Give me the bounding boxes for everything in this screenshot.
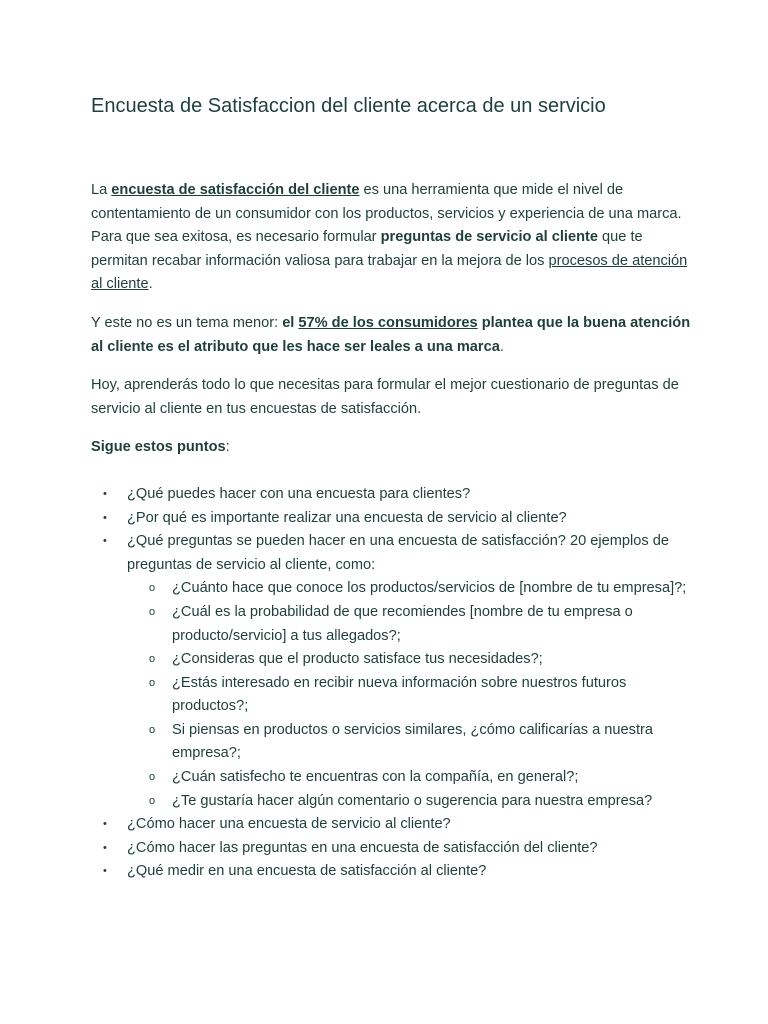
list-item <box>91 507 691 531</box>
points-heading <box>91 436 691 460</box>
intro-text-3: que te permitan recabar información valiosa para trabajar en la mejora de los <box>91 229 643 269</box>
list-item-text: ¿Por qué es importante realizar una encuesta de servicio al cliente? <box>127 509 567 526</box>
bullet-dot: • <box>103 865 107 878</box>
sub-list-item-text: ¿Cuál es la probabilidad de que recomiendes [nombre de tu empresa o producto/servicio] a tus allegados?; <box>172 603 633 644</box>
sub-list-item-text: ¿Cuánto hace que conoce los productos/servicios de [nombre de tu empresa]?; <box>172 580 687 597</box>
list-item-text: ¿Cómo hacer las preguntas en una encuesta de satisfacción del cliente? <box>127 839 598 856</box>
points-heading-colon: : <box>225 439 230 456</box>
sub-list-item <box>127 601 691 648</box>
intro-bold-preguntas: preguntas de servicio al cliente <box>380 229 598 246</box>
sub-list-item-text: ¿Estás interesado en recibir nueva información sobre nuestros futuros productos?; <box>172 674 627 715</box>
list-item-text: ¿Qué puedes hacer con una encuesta para clientes? <box>127 485 471 502</box>
link-57-consumidores[interactable]: 57% de los consumidores <box>298 314 478 331</box>
document-title: Encuesta de Satisfaccion del cliente acerca de un servicio <box>91 95 606 117</box>
list-item <box>91 530 691 813</box>
bullet-circle: o <box>149 771 156 784</box>
bullet-circle: o <box>149 653 156 666</box>
today-paragraph: Hoy, aprenderás todo lo que necesitas para formular el mejor cuestionario de preguntas de servicio al cliente en tus encuestas de satisfacción. <box>91 377 679 417</box>
bullet-dot: • <box>103 841 107 854</box>
intro-text-4: . <box>148 276 153 293</box>
sub-list-item <box>127 719 691 766</box>
stat-bold-1: el <box>282 314 299 331</box>
bullet-circle: o <box>149 676 156 689</box>
sub-list-item <box>127 648 691 672</box>
bullet-circle: o <box>149 605 156 618</box>
document-body <box>91 179 691 884</box>
sub-list-item-text: ¿Te gustaría hacer algún comentario o sugerencia para nuestra empresa? <box>172 792 653 809</box>
topics-list <box>91 483 691 884</box>
list-item <box>91 813 691 837</box>
link-encuesta-satisfaccion[interactable]: encuesta de satisfacción del cliente <box>111 182 360 198</box>
bullet-dot: • <box>103 535 107 548</box>
sub-list-item <box>127 790 691 814</box>
list-item-text: ¿Cómo hacer una encuesta de servicio al cliente? <box>127 816 451 833</box>
sub-list-item <box>127 766 691 790</box>
bullet-circle: o <box>149 794 156 807</box>
stat-text-2: . <box>499 338 504 355</box>
sub-list-item <box>127 577 691 601</box>
bullet-dot: • <box>103 487 107 500</box>
intro-paragraph <box>91 179 691 297</box>
sub-list-item-text: ¿Cuán satisfecho te encuentras con la compañía, en general?; <box>172 769 579 786</box>
list-item-text: ¿Qué medir en una encuesta de satisfacción al cliente? <box>127 863 487 880</box>
list-item <box>91 837 691 861</box>
sub-list-item-text: Si piensas en productos o servicios similares, ¿cómo calificarías a nuestra empresa?; <box>172 721 653 762</box>
stat-paragraph <box>91 312 691 359</box>
bullet-dot: • <box>103 511 107 524</box>
list-item <box>91 483 691 507</box>
sub-list-item <box>127 672 691 719</box>
list-item-text: ¿Qué preguntas se pueden hacer en una encuesta de satisfacción? 20 ejemplos de preguntas de servicio al cliente, como: <box>127 533 669 573</box>
bullet-circle: o <box>149 582 156 595</box>
link-procesos-atencion[interactable]: procesos de atención al cliente <box>91 252 688 293</box>
bullet-circle: o <box>149 723 156 736</box>
list-item <box>91 860 691 884</box>
stat-text-1: Y este no es un tema menor: <box>91 314 283 331</box>
points-heading-bold: Sigue estos puntos <box>91 439 226 456</box>
bullet-dot: • <box>103 818 107 831</box>
intro-text-1: La <box>91 182 112 198</box>
sub-list-item-text: ¿Consideras que el producto satisface tus necesidades?; <box>172 651 543 668</box>
stat-bold-2: plantea que la buena atención al cliente es el atributo que les hace ser leales a una marca <box>91 314 691 355</box>
intro-text-2: es una herramienta que mide el nivel de contentamiento de un consumidor con los productos, servicios y experiencia de una marca. Para que sea exitosa, es necesario formular <box>91 182 682 246</box>
sub-questions-list <box>127 577 691 813</box>
